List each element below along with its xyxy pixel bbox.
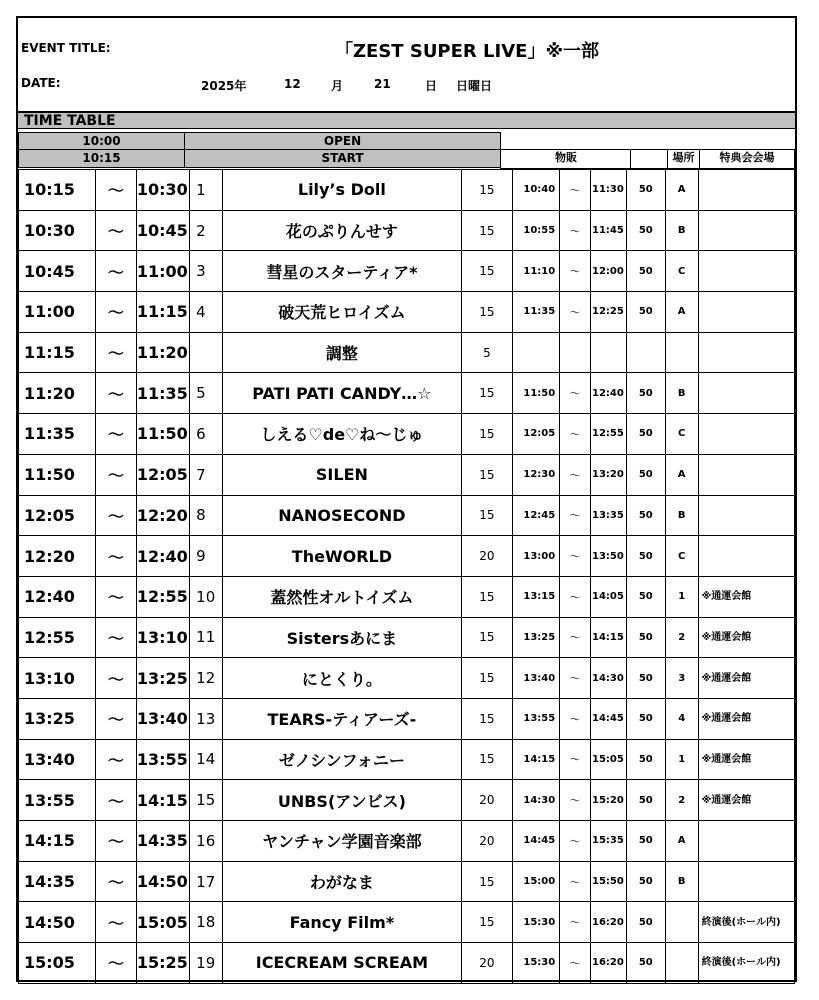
location-cell: 1 [665, 739, 698, 780]
merch-separator [560, 332, 591, 373]
time-separator: 〜 [95, 454, 136, 495]
start-time-cell: 12:40 [19, 576, 96, 617]
location-cell: A [665, 821, 698, 862]
time-separator: 〜 [95, 861, 136, 902]
act-name: TEARS-ティアーズ- [222, 698, 461, 739]
act-name: ゼノシンフォニー [222, 739, 461, 780]
merch-length: 50 [626, 902, 665, 943]
merch-start-time: 15:30 [513, 943, 560, 984]
location-cell [665, 902, 698, 943]
location-cell: 2 [665, 617, 698, 658]
bonus-venue-cell [698, 536, 794, 577]
bonus-venue-cell [698, 414, 794, 455]
act-number: 7 [190, 454, 223, 495]
time-separator: 〜 [95, 536, 136, 577]
bonus-venue-header: 特典会会場 [699, 149, 795, 169]
table-row [19, 170, 795, 211]
act-number: 11 [190, 617, 223, 658]
duration-cell: 15 [461, 495, 512, 536]
end-time-cell: 13:10 [136, 617, 189, 658]
location-cell: B [665, 373, 698, 414]
duration-cell: 20 [461, 821, 512, 862]
date-day-unit: 日 [425, 79, 438, 93]
start-time-cell: 14:35 [19, 861, 96, 902]
act-number: 5 [190, 373, 223, 414]
merch-length: 50 [626, 617, 665, 658]
merch-separator: 〜 [560, 902, 591, 943]
end-time-cell: 15:05 [136, 902, 189, 943]
table-row [19, 536, 795, 577]
bonus-venue-cell [698, 170, 794, 211]
merch-length: 50 [626, 251, 665, 292]
merch-start-time: 15:00 [513, 861, 560, 902]
bonus-venue-cell [698, 821, 794, 862]
bonus-venue-cell: ※通運会館 [698, 739, 794, 780]
act-name: SILEN [222, 454, 461, 495]
table-row [19, 292, 795, 333]
open-label: OPEN [184, 132, 501, 150]
act-number: 10 [190, 576, 223, 617]
table-row [19, 658, 795, 699]
merch-separator: 〜 [560, 454, 591, 495]
duration-cell: 15 [461, 861, 512, 902]
act-number: 4 [190, 292, 223, 333]
time-separator: 〜 [95, 658, 136, 699]
merch-length: 50 [626, 454, 665, 495]
end-time-cell: 14:35 [136, 821, 189, 862]
bonus-venue-cell [698, 332, 794, 373]
merch-end-time: 14:45 [590, 698, 626, 739]
location-cell: B [665, 861, 698, 902]
table-row [19, 414, 795, 455]
merch-length-header [630, 149, 668, 169]
act-number: 17 [190, 861, 223, 902]
end-time-cell: 11:35 [136, 373, 189, 414]
act-name: ICECREAM SCREAM [222, 943, 461, 984]
bonus-venue-cell [698, 495, 794, 536]
start-time-cell: 12:05 [19, 495, 96, 536]
act-name: TheWORLD [222, 536, 461, 577]
duration-cell: 15 [461, 373, 512, 414]
time-separator: 〜 [95, 780, 136, 821]
end-time-cell: 10:45 [136, 210, 189, 251]
duration-cell: 15 [461, 576, 512, 617]
merch-separator: 〜 [560, 698, 591, 739]
location-cell: 4 [665, 698, 698, 739]
location-cell: B [665, 210, 698, 251]
date-label: DATE: [21, 76, 61, 90]
merch-separator: 〜 [560, 495, 591, 536]
act-number: 6 [190, 414, 223, 455]
merch-length: 50 [626, 780, 665, 821]
merch-start-time: 10:55 [513, 210, 560, 251]
act-number: 14 [190, 739, 223, 780]
merch-end-time: 15:05 [590, 739, 626, 780]
merch-start-time: 14:30 [513, 780, 560, 821]
merch-length: 50 [626, 698, 665, 739]
start-time-cell: 13:10 [19, 658, 96, 699]
act-number: 16 [190, 821, 223, 862]
end-time-cell: 15:25 [136, 943, 189, 984]
merch-start-time: 13:55 [513, 698, 560, 739]
end-time-cell: 11:15 [136, 292, 189, 333]
bonus-venue-cell: ※通運会館 [698, 780, 794, 821]
start-time-cell: 12:55 [19, 617, 96, 658]
table-row [19, 821, 795, 862]
duration-cell: 15 [461, 210, 512, 251]
merch-separator: 〜 [560, 170, 591, 211]
table-row [19, 576, 795, 617]
location-cell: 2 [665, 780, 698, 821]
merch-separator: 〜 [560, 414, 591, 455]
act-name: わがなま [222, 861, 461, 902]
merch-end-time: 15:20 [590, 780, 626, 821]
end-time-cell: 13:40 [136, 698, 189, 739]
merch-separator: 〜 [560, 251, 591, 292]
act-name: ヤンチャン学園音楽部 [222, 821, 461, 862]
merch-end-time: 12:55 [590, 414, 626, 455]
act-name: Lily’s Doll [222, 170, 461, 211]
duration-cell: 15 [461, 739, 512, 780]
end-time-cell: 12:55 [136, 576, 189, 617]
merch-length: 50 [626, 943, 665, 984]
merch-separator: 〜 [560, 739, 591, 780]
start-time-cell: 13:25 [19, 698, 96, 739]
event-title-label: EVENT TITLE: [21, 41, 111, 55]
duration-cell: 15 [461, 658, 512, 699]
act-name: UNBS(アンビス) [222, 780, 461, 821]
merch-end-time: 11:45 [590, 210, 626, 251]
duration-cell: 15 [461, 902, 512, 943]
act-number: 19 [190, 943, 223, 984]
merch-end-time: 14:15 [590, 617, 626, 658]
start-time: 10:15 [18, 149, 185, 168]
time-separator: 〜 [95, 292, 136, 333]
merch-start-time: 13:00 [513, 536, 560, 577]
location-header: 場所 [667, 149, 700, 169]
location-cell: C [665, 536, 698, 577]
merch-end-time: 12:00 [590, 251, 626, 292]
table-row [19, 210, 795, 251]
table-row [19, 902, 795, 943]
merch-start-time: 14:45 [513, 821, 560, 862]
table-row [19, 698, 795, 739]
act-name: 花のぷりんせす [222, 210, 461, 251]
start-time-cell: 11:20 [19, 373, 96, 414]
bonus-venue-cell [698, 251, 794, 292]
act-name: Fancy Film* [222, 902, 461, 943]
merch-start-time: 15:30 [513, 902, 560, 943]
merch-separator: 〜 [560, 861, 591, 902]
time-separator: 〜 [95, 739, 136, 780]
merch-separator: 〜 [560, 536, 591, 577]
merch-end-time: 15:50 [590, 861, 626, 902]
time-separator: 〜 [95, 332, 136, 373]
time-separator: 〜 [95, 617, 136, 658]
merch-length: 50 [626, 821, 665, 862]
bonus-venue-cell: ※通運会館 [698, 698, 794, 739]
end-time-cell: 14:50 [136, 861, 189, 902]
time-separator: 〜 [95, 251, 136, 292]
merch-end-time: 13:50 [590, 536, 626, 577]
date-month-unit: 月 [331, 79, 344, 93]
end-time-cell: 11:20 [136, 332, 189, 373]
end-time-cell: 11:00 [136, 251, 189, 292]
merch-length: 50 [626, 373, 665, 414]
bonus-venue-cell [698, 292, 794, 333]
start-time-cell: 12:20 [19, 536, 96, 577]
merch-start-time: 13:15 [513, 576, 560, 617]
date-year: 2025年 [201, 79, 247, 93]
merch-start-time: 13:40 [513, 658, 560, 699]
timetable [18, 169, 795, 984]
table-row [19, 780, 795, 821]
bonus-venue-cell: ※通運会館 [698, 576, 794, 617]
merch-start-time: 11:35 [513, 292, 560, 333]
timetable-sheet [16, 16, 797, 982]
merch-start-time: 11:10 [513, 251, 560, 292]
merch-start-time: 10:40 [513, 170, 560, 211]
location-cell: A [665, 170, 698, 211]
time-separator: 〜 [95, 373, 136, 414]
location-cell [665, 332, 698, 373]
time-separator: 〜 [95, 902, 136, 943]
date-month: 12 [284, 77, 301, 91]
merch-end-time [590, 332, 626, 373]
end-time-cell: 12:20 [136, 495, 189, 536]
time-separator: 〜 [95, 414, 136, 455]
start-label: START [184, 149, 501, 168]
merch-length: 50 [626, 170, 665, 211]
merch-length: 50 [626, 861, 665, 902]
time-table-section-bar [18, 111, 795, 129]
duration-cell: 15 [461, 251, 512, 292]
location-cell: 1 [665, 576, 698, 617]
merch-length: 50 [626, 739, 665, 780]
duration-cell: 20 [461, 943, 512, 984]
act-name: 蓋然性オルトイズム [222, 576, 461, 617]
bonus-venue-cell: ※通運会館 [698, 658, 794, 699]
start-time-cell: 13:40 [19, 739, 96, 780]
merch-start-time: 13:25 [513, 617, 560, 658]
merch-end-time: 12:25 [590, 292, 626, 333]
start-time-cell: 11:15 [19, 332, 96, 373]
table-row [19, 617, 795, 658]
time-separator: 〜 [95, 698, 136, 739]
location-cell [665, 943, 698, 984]
act-name: 破天荒ヒロイズム [222, 292, 461, 333]
merch-separator: 〜 [560, 373, 591, 414]
duration-cell: 15 [461, 414, 512, 455]
merch-length: 50 [626, 536, 665, 577]
merch-separator: 〜 [560, 617, 591, 658]
merch-separator: 〜 [560, 210, 591, 251]
act-name: NANOSECOND [222, 495, 461, 536]
end-time-cell: 12:40 [136, 536, 189, 577]
location-cell: B [665, 495, 698, 536]
merch-start-time: 14:15 [513, 739, 560, 780]
act-number: 18 [190, 902, 223, 943]
merch-end-time: 13:35 [590, 495, 626, 536]
act-number: 3 [190, 251, 223, 292]
merch-header: 物販 [500, 149, 631, 169]
bonus-venue-cell: ※通運会館 [698, 617, 794, 658]
act-name: しえる♡de♡ね〜じゅ [222, 414, 461, 455]
start-time-cell: 10:45 [19, 251, 96, 292]
start-time-cell: 11:00 [19, 292, 96, 333]
time-separator: 〜 [95, 943, 136, 984]
merch-separator: 〜 [560, 658, 591, 699]
merch-end-time: 16:20 [590, 902, 626, 943]
merch-length [626, 332, 665, 373]
duration-cell: 20 [461, 780, 512, 821]
merch-end-time: 13:20 [590, 454, 626, 495]
table-row [19, 739, 795, 780]
date-day: 21 [374, 77, 391, 91]
merch-separator: 〜 [560, 943, 591, 984]
merch-end-time: 14:30 [590, 658, 626, 699]
merch-start-time: 12:30 [513, 454, 560, 495]
end-time-cell: 11:50 [136, 414, 189, 455]
table-row [19, 454, 795, 495]
merch-start-time: 11:50 [513, 373, 560, 414]
merch-separator: 〜 [560, 780, 591, 821]
time-separator: 〜 [95, 210, 136, 251]
time-table-label: TIME TABLE [24, 113, 116, 129]
duration-cell: 15 [461, 170, 512, 211]
act-number: 2 [190, 210, 223, 251]
location-cell: A [665, 454, 698, 495]
table-row [19, 861, 795, 902]
bonus-venue-cell: 終演後(ホール内) [698, 902, 794, 943]
merch-length: 50 [626, 414, 665, 455]
merch-separator: 〜 [560, 821, 591, 862]
duration-cell: 20 [461, 536, 512, 577]
merch-start-time: 12:45 [513, 495, 560, 536]
merch-length: 50 [626, 292, 665, 333]
start-time-cell: 14:15 [19, 821, 96, 862]
start-time-cell: 15:05 [19, 943, 96, 984]
merch-start-time: 12:05 [513, 414, 560, 455]
table-row [19, 332, 795, 373]
act-name: 調整 [222, 332, 461, 373]
bonus-venue-cell [698, 373, 794, 414]
table-row [19, 251, 795, 292]
end-time-cell: 13:25 [136, 658, 189, 699]
act-name: PATI PATI CANDY…☆ [222, 373, 461, 414]
merch-separator: 〜 [560, 292, 591, 333]
start-time-cell: 11:35 [19, 414, 96, 455]
duration-cell: 5 [461, 332, 512, 373]
event-title: 「ZEST SUPER LIVE」※一部 [335, 41, 599, 62]
merch-start-time [513, 332, 560, 373]
merch-length: 50 [626, 576, 665, 617]
time-separator: 〜 [95, 821, 136, 862]
location-cell: C [665, 251, 698, 292]
merch-end-time: 15:35 [590, 821, 626, 862]
duration-cell: 15 [461, 292, 512, 333]
merch-end-time: 14:05 [590, 576, 626, 617]
act-number: 8 [190, 495, 223, 536]
end-time-cell: 13:55 [136, 739, 189, 780]
merch-separator: 〜 [560, 576, 591, 617]
table-row [19, 495, 795, 536]
time-separator: 〜 [95, 495, 136, 536]
act-number: 12 [190, 658, 223, 699]
table-row [19, 373, 795, 414]
bonus-venue-cell [698, 861, 794, 902]
start-time-cell: 11:50 [19, 454, 96, 495]
open-time: 10:00 [18, 132, 185, 150]
merch-length: 50 [626, 495, 665, 536]
end-time-cell: 10:30 [136, 170, 189, 211]
act-number: 9 [190, 536, 223, 577]
duration-cell: 15 [461, 617, 512, 658]
start-time-cell: 14:50 [19, 902, 96, 943]
bonus-venue-cell [698, 210, 794, 251]
start-time-cell: 10:30 [19, 210, 96, 251]
act-number: 13 [190, 698, 223, 739]
merch-end-time: 12:40 [590, 373, 626, 414]
location-cell: 3 [665, 658, 698, 699]
merch-end-time: 11:30 [590, 170, 626, 211]
start-time-cell: 10:15 [19, 170, 96, 211]
merch-end-time: 16:20 [590, 943, 626, 984]
location-cell: C [665, 414, 698, 455]
start-time-cell: 13:55 [19, 780, 96, 821]
act-number: 15 [190, 780, 223, 821]
bonus-venue-cell: 終演後(ホール内) [698, 943, 794, 984]
end-time-cell: 14:15 [136, 780, 189, 821]
table-row [19, 943, 795, 984]
location-cell: A [665, 292, 698, 333]
merch-length: 50 [626, 658, 665, 699]
act-name: にとくり。 [222, 658, 461, 699]
act-number [190, 332, 223, 373]
duration-cell: 15 [461, 698, 512, 739]
end-time-cell: 12:05 [136, 454, 189, 495]
merch-length: 50 [626, 210, 665, 251]
act-name: Sistersあにま [222, 617, 461, 658]
time-separator: 〜 [95, 170, 136, 211]
date-weekday: 日曜日 [456, 79, 493, 93]
act-name: 彗星のスターティア* [222, 251, 461, 292]
act-number: 1 [190, 170, 223, 211]
duration-cell: 15 [461, 454, 512, 495]
bonus-venue-cell [698, 454, 794, 495]
time-separator: 〜 [95, 576, 136, 617]
